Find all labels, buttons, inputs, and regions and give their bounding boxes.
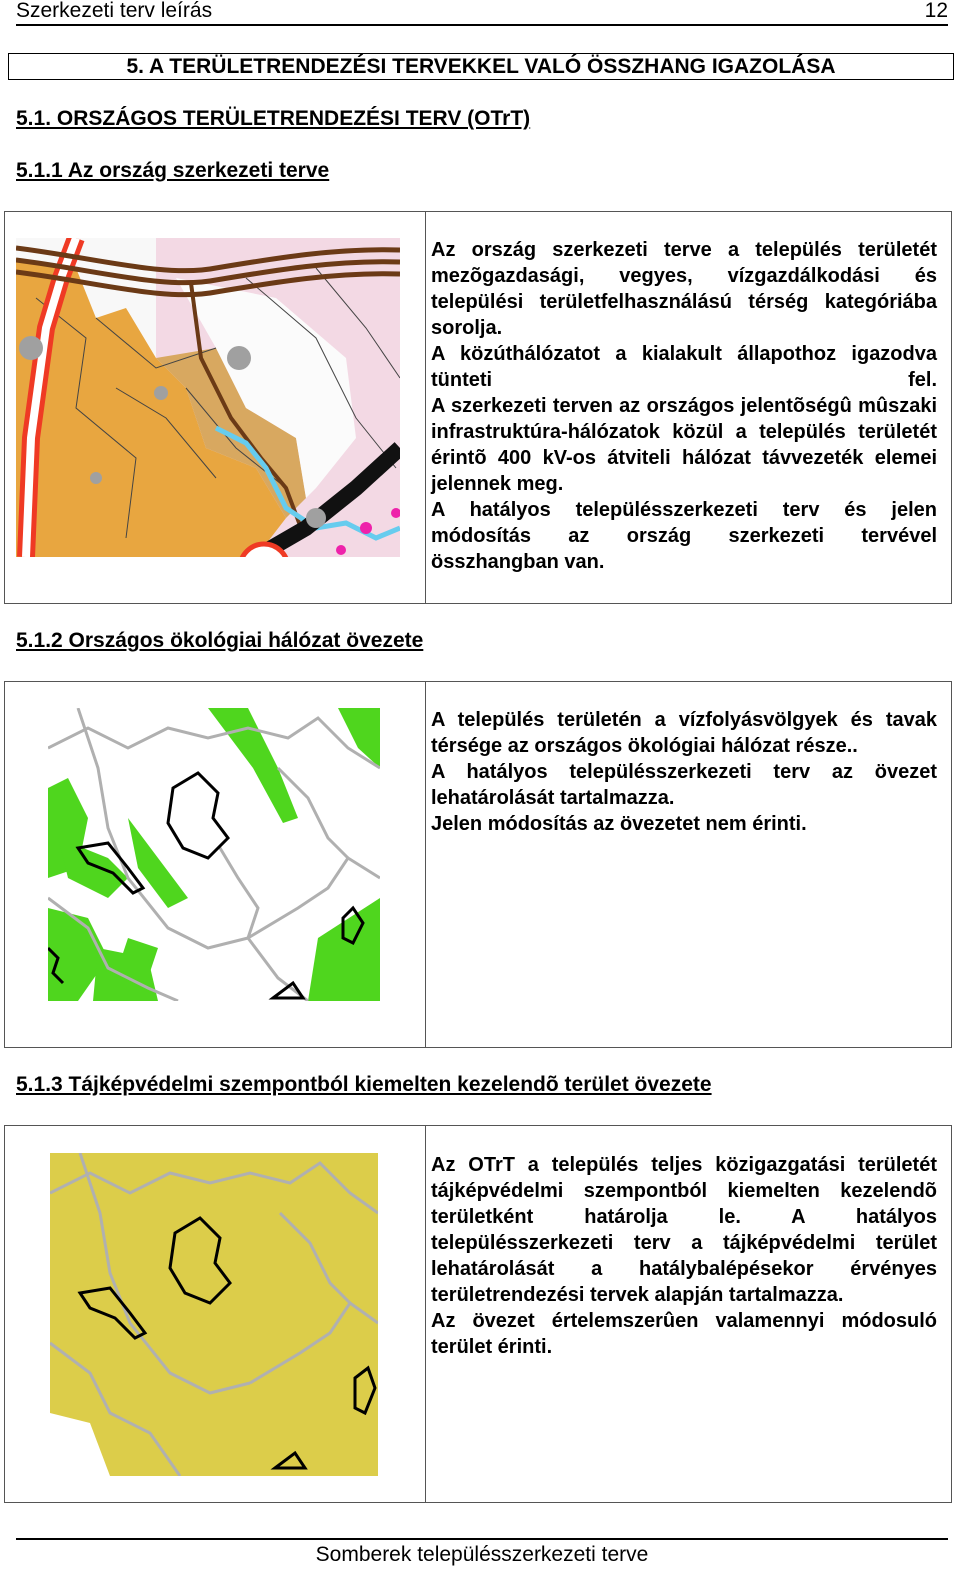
column-divider: [425, 212, 426, 603]
paragraph: Az övezet értelemszerûen valamennyi módosuló terület érinti.: [431, 1310, 937, 1358]
header-title: Szerkezeti terv leírás: [16, 0, 213, 22]
subsection-heading-3: 5.1.3 Tájképvédelmi szempontból kiemelten kezelendõ terület övezete: [16, 1073, 712, 1096]
paragraph: Jelen módosítás az övezetet nem érinti.: [431, 813, 807, 835]
page-footer: Somberek településszerkezeti terve: [16, 1538, 948, 1567]
structure-plan-map: [16, 238, 400, 557]
paragraph: A hatályos településszerkezeti terv és jelen módosítás az ország szerkezeti tervével összhangban van.: [431, 499, 937, 573]
paragraph: A szerkezeti terven az országos jelentõségû mûszaki infrastruktúra-hálózatok közül a település területét érintõ 400 kV-os átviteli hálózat távvezeték elemei jelennek meg.: [431, 395, 937, 495]
ecological-network-map: [48, 708, 380, 1001]
paragraph: A közúthálózatot a kialakult állapothoz igazodva tünteti fel.: [431, 343, 937, 391]
subsection-text-2: [431, 707, 937, 837]
column-divider: [425, 1126, 426, 1502]
chapter-title: 5. A TERÜLETRENDEZÉSI TERVEKKEL VALÓ ÖSSZHANG IGAZOLÁSA: [8, 53, 954, 80]
column-divider: [425, 682, 426, 1047]
landscape-protection-map: [50, 1153, 378, 1476]
paragraph: A település területén a vízfolyásvölgyek és tavak térsége az országos ökológiai hálózat része..: [431, 709, 937, 757]
subsection-text-1: [431, 237, 937, 575]
section-title: 5.1. ORSZÁGOS TERÜLETRENDEZÉSI TERV (OTrT): [16, 107, 531, 130]
subsection-text-3: [431, 1152, 937, 1360]
paragraph: Az ország szerkezeti terve a település területét mezõgazdasági, vegyes, vízgazdálkodási és települési területfelhasználású térség kategóriába sorolja.: [431, 239, 937, 339]
paragraph: A hatályos településszerkezeti terv az övezet lehatárolását tartalmazza.: [431, 761, 937, 809]
page-number: 12: [924, 0, 948, 22]
page-header: [16, 0, 948, 26]
subsection-heading-1: 5.1.1 Az ország szerkezeti terve: [16, 159, 330, 182]
paragraph: Az OTrT a település teljes közigazgatási területét tájképvédelmi szempontból kiemelten kezelendõ területként határolja le. A hatályos településszerkezeti terv a tájképvédelmi terület lehatárolását a hatálybalépésekor érvényes területrendezési tervek alapján tartalmazza.: [431, 1154, 937, 1306]
subsection-heading-2: 5.1.2 Országos ökológiai hálózat övezete: [16, 629, 424, 652]
